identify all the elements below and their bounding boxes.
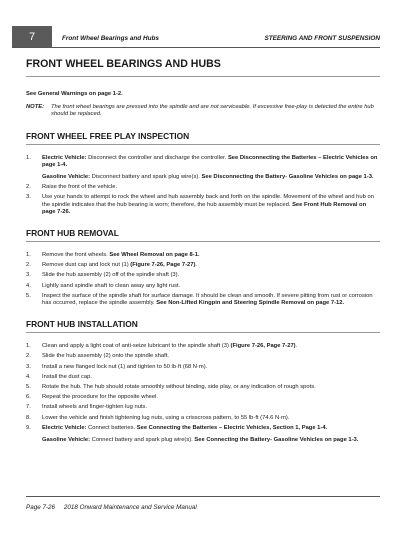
step-ref: See Wheel Removal on page 8-1. (109, 252, 200, 259)
step-number: 5. (26, 384, 31, 391)
section-rule (26, 144, 380, 145)
list-item (26, 394, 380, 401)
list-item (26, 384, 380, 391)
note-text: The front wheel bearings are pressed into the spindle and are not serviceable. If excessive free-play is detected the entire hub should be replaced. (51, 104, 374, 118)
footer-rule (26, 496, 380, 497)
step-text: Repeat the procedure for the opposite wheel. (42, 394, 159, 401)
page-footer (26, 504, 204, 511)
step-lead: Electric Vehicle: (42, 154, 87, 161)
note-block (26, 104, 380, 118)
manual-title: 2018 Onward Maintenance and Service Manual (63, 504, 197, 511)
hub-removal-steps (26, 252, 380, 307)
step-number (26, 437, 42, 444)
step-text: Install the dust cap. (42, 373, 92, 380)
step-text: Slide the hub assembly (2) off of the spindle shaft (3). (42, 272, 180, 279)
step-number: 1. (26, 252, 31, 259)
list-item (26, 343, 380, 350)
list-item (26, 272, 380, 279)
step-number: 4. (26, 282, 31, 289)
step-text: Use your hands to attempt to rock the wheel and hub assembly back and forth on the spindle. Movement of the wheel and hub on the spindle indicates that the hub bearing is worn; therefore, the hub assembly must be replaced. (42, 194, 374, 208)
step-ref: See Disconnecting the Batteries – Electric Vehicles on page 1-4. (42, 154, 378, 168)
note-label: NOTE: (26, 104, 45, 111)
list-item (26, 184, 380, 191)
step-text: Clean and apply a light coat of anti-seize lubricant to the spindle shaft (3) (42, 343, 231, 350)
header-rule (12, 47, 380, 48)
step-lead: Gasoline Vehicle: (42, 437, 91, 444)
section-heading-hub-removal: FRONT HUB REMOVAL (26, 228, 119, 239)
page-number: Page 7-26 (26, 504, 56, 511)
step-number: 2. (26, 262, 31, 269)
general-warnings-ref: See General Warnings on page 1-2. (26, 91, 123, 97)
step-text: Lightly sand spindle shaft to clean away any light rust. (42, 282, 181, 289)
step-text: Remove dust cap and lock nut (1) (42, 262, 131, 269)
section-heading-free-play: FRONT WHEEL FREE PLAY INSPECTION (26, 130, 190, 141)
list-item (26, 374, 380, 381)
header-section-title: Front Wheel Bearings and Hubs (62, 35, 159, 42)
list-item (26, 262, 380, 269)
step-lead: Gasoline Vehicle: (42, 174, 91, 181)
step-text: Disconnect battery and spark plug wire(s). (90, 174, 202, 181)
step-number: 7. (26, 404, 31, 411)
step-number: 3. (26, 363, 31, 370)
list-item (26, 437, 380, 444)
step-number: 1. (26, 154, 31, 161)
list-item (26, 194, 380, 216)
step-text: Disconnect the controller and discharge the controller. (86, 154, 228, 161)
header-chapter-title: STEERING AND FRONT SUSPENSION (264, 35, 380, 42)
step-number: 2. (26, 353, 31, 360)
step-ref: See Disconnecting the Battery- Gasoline Vehicles on page 1-3. (201, 174, 374, 181)
list-item (26, 364, 380, 371)
step-ref: See Non-Lifted Kingpin and Steering Spindle Removal on page 7-12. (156, 300, 345, 307)
step-text: Connect batteries. (86, 424, 137, 431)
step-text: Install wheels and finger-tighten lug nuts. (42, 404, 148, 411)
step-number: 8. (26, 414, 31, 421)
step-number: 5. (26, 292, 31, 299)
step-number (26, 174, 42, 181)
chapter-tab: 7 (12, 26, 52, 48)
step-text: Install a new flanged lock nut (1) and tighten to 50 lb·ft (68 N·m). (42, 363, 208, 370)
step-text: Raise the front of the vehicle. (42, 184, 118, 191)
step-number: 6. (26, 394, 31, 401)
step-text: Remove the front wheels. (42, 252, 110, 259)
section-heading-hub-installation: FRONT HUB INSTALLATION (26, 319, 138, 330)
step-number: 9. (26, 424, 31, 431)
step-ref: (Figure 7-26, Page 7-27) (230, 343, 296, 350)
step-text: Rotate the hub. The hub should rotate smoothly without binding, side play, or any indication of rough spots. (42, 384, 316, 391)
step-lead: Electric Vehicle: (42, 424, 87, 431)
step-text-after: . (195, 262, 197, 269)
list-item (26, 353, 380, 360)
title-rule (26, 76, 380, 77)
step-text: Lower the vehicle and finish tightening lug nuts, using a crisscross pattern, to 55 lb·ft (74.6 N·m). (42, 414, 290, 421)
list-item (26, 283, 380, 290)
step-ref: See Connecting the Batteries – Electric Vehicles, Section 1, Page 1-4. (136, 424, 328, 431)
step-number: 4. (26, 373, 31, 380)
list-item (26, 404, 380, 411)
step-text: Inspect the surface of the spindle shaft for surface damage. It should be clean and smooth. If severe pitting from rust or corrosion has occurred, replace the spindle assembly. (42, 292, 373, 307)
list-item (26, 293, 380, 307)
step-text-after: . (295, 343, 298, 350)
free-play-steps (26, 155, 380, 216)
list-item (26, 174, 380, 181)
list-item (26, 252, 380, 259)
hub-installation-steps (26, 343, 380, 444)
list-item (26, 155, 380, 169)
step-text: Slide the hub assembly (2) onto the spindle shaft. (42, 353, 169, 360)
step-ref: See Front Hub Removal on page 7-26. (42, 201, 367, 215)
step-text: Connect battery and spark plug wire(s). (90, 437, 195, 444)
page-title: FRONT WHEEL BEARINGS AND HUBS (26, 58, 221, 70)
section-rule (26, 332, 380, 333)
section-rule (26, 241, 380, 242)
step-number: 3. (26, 194, 31, 201)
step-ref: (Figure 7-26, Page 7-27) (130, 262, 196, 269)
step-number: 2. (26, 184, 31, 191)
step-ref: See Connecting the Battery- Gasoline Vehicles on page 1-3. (194, 437, 359, 444)
step-number: 1. (26, 343, 31, 350)
page-content (26, 58, 380, 447)
list-item (26, 415, 380, 422)
step-number: 3. (26, 272, 31, 279)
list-item (26, 425, 380, 432)
